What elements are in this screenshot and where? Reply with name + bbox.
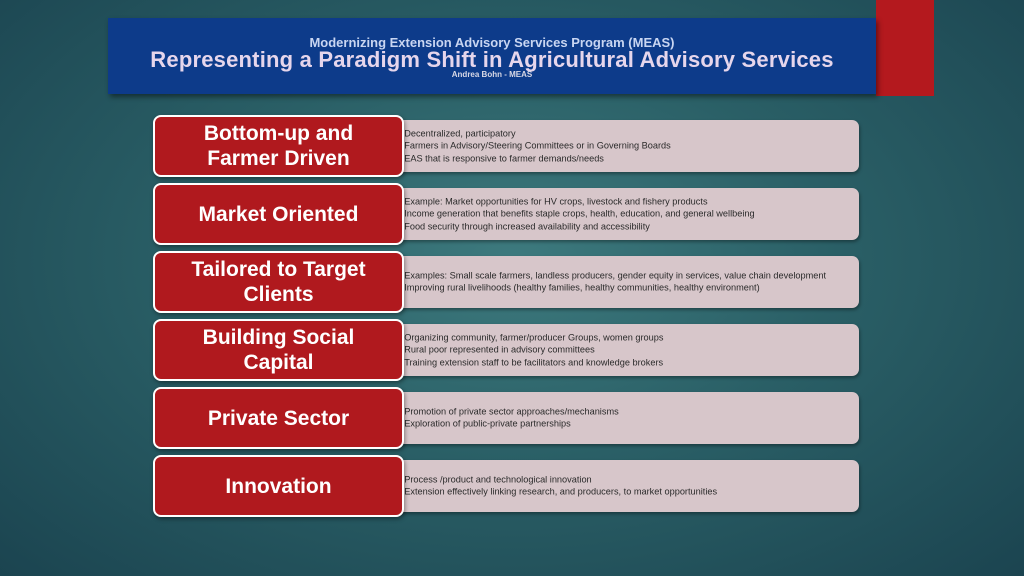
label-line: Building Social: [202, 326, 355, 349]
label-line: Tailored to Target: [191, 258, 366, 281]
row-label: [153, 455, 404, 517]
row-label: [153, 387, 404, 449]
label-line: Private Sector: [207, 406, 350, 430]
row-market-oriented: [153, 183, 859, 245]
bullet-item: • EAS that is responsive to farmer demands/needs: [401, 152, 851, 164]
bullet-item: • Training extension staff to be facilitators and knowledge brokers: [401, 356, 851, 368]
program-name: Modernizing Extension Advisory Services Program (MEAS): [309, 35, 675, 50]
bullet-list: [401, 270, 851, 295]
bullet-list: [401, 406, 851, 431]
row-label: [153, 319, 404, 381]
bullet-item: • Farmers in Advisory/Steering Committees or in Governing Boards: [401, 140, 851, 152]
bullet-item: • Improving rural livelihoods (healthy families, healthy communities, healthy environment): [401, 282, 851, 294]
bullet-list: [401, 474, 851, 499]
bullet-item: • Promotion of private sector approaches/mechanisms: [401, 406, 851, 418]
bullet-item: • Examples: Small scale farmers, landless producers, gender equity in services, value chain development: [401, 270, 851, 282]
bullet-list: [401, 331, 851, 368]
bullet-list: [401, 127, 851, 164]
bullet-item: • Organizing community, farmer/producer Groups, women groups: [401, 331, 851, 343]
row-private-sector: [153, 387, 859, 449]
row-bottom-up: [153, 115, 859, 177]
row-description: [349, 460, 859, 512]
row-description: [349, 256, 859, 308]
row-description: [349, 392, 859, 444]
red-accent-bar: [876, 0, 934, 96]
bullet-item: • Example: Market opportunities for HV crops, livestock and fishery products: [401, 195, 851, 207]
label-line: Capital: [243, 351, 314, 374]
slide-title: Representing a Paradigm Shift in Agricultural Advisory Services: [150, 47, 834, 72]
row-tailored: [153, 251, 859, 313]
bullet-list: [401, 195, 851, 232]
title-banner: [108, 18, 876, 94]
row-innovation: [153, 455, 859, 517]
bullet-item: • Income generation that benefits staple crops, health, education, and general wellbeing: [401, 208, 851, 220]
bullet-item: • Decentralized, participatory: [401, 127, 851, 139]
row-label: [153, 115, 404, 177]
bullet-item: • Rural poor represented in advisory committees: [401, 344, 851, 356]
row-description: [349, 188, 859, 240]
author-credit: Andrea Bohn - MEAS: [451, 70, 533, 79]
row-social-capital: [153, 319, 859, 381]
label-line: Clients: [243, 283, 314, 306]
row-description: [349, 324, 859, 376]
bullet-item: • Food security through increased availability and accessibility: [401, 220, 851, 232]
bullet-item: • Process /product and technological innovation: [401, 474, 851, 486]
row-label: [153, 251, 404, 313]
bullet-item: • Exploration of public-private partnerships: [401, 418, 851, 430]
row-description: [349, 120, 859, 172]
row-label: [153, 183, 404, 245]
label-line: Market Oriented: [198, 202, 359, 226]
label-line: Bottom-up and: [203, 122, 354, 145]
bullet-item: • Extension effectively linking research, and producers, to market opportunities: [401, 486, 851, 498]
label-line: Farmer Driven: [207, 147, 350, 170]
label-line: Innovation: [225, 474, 332, 498]
